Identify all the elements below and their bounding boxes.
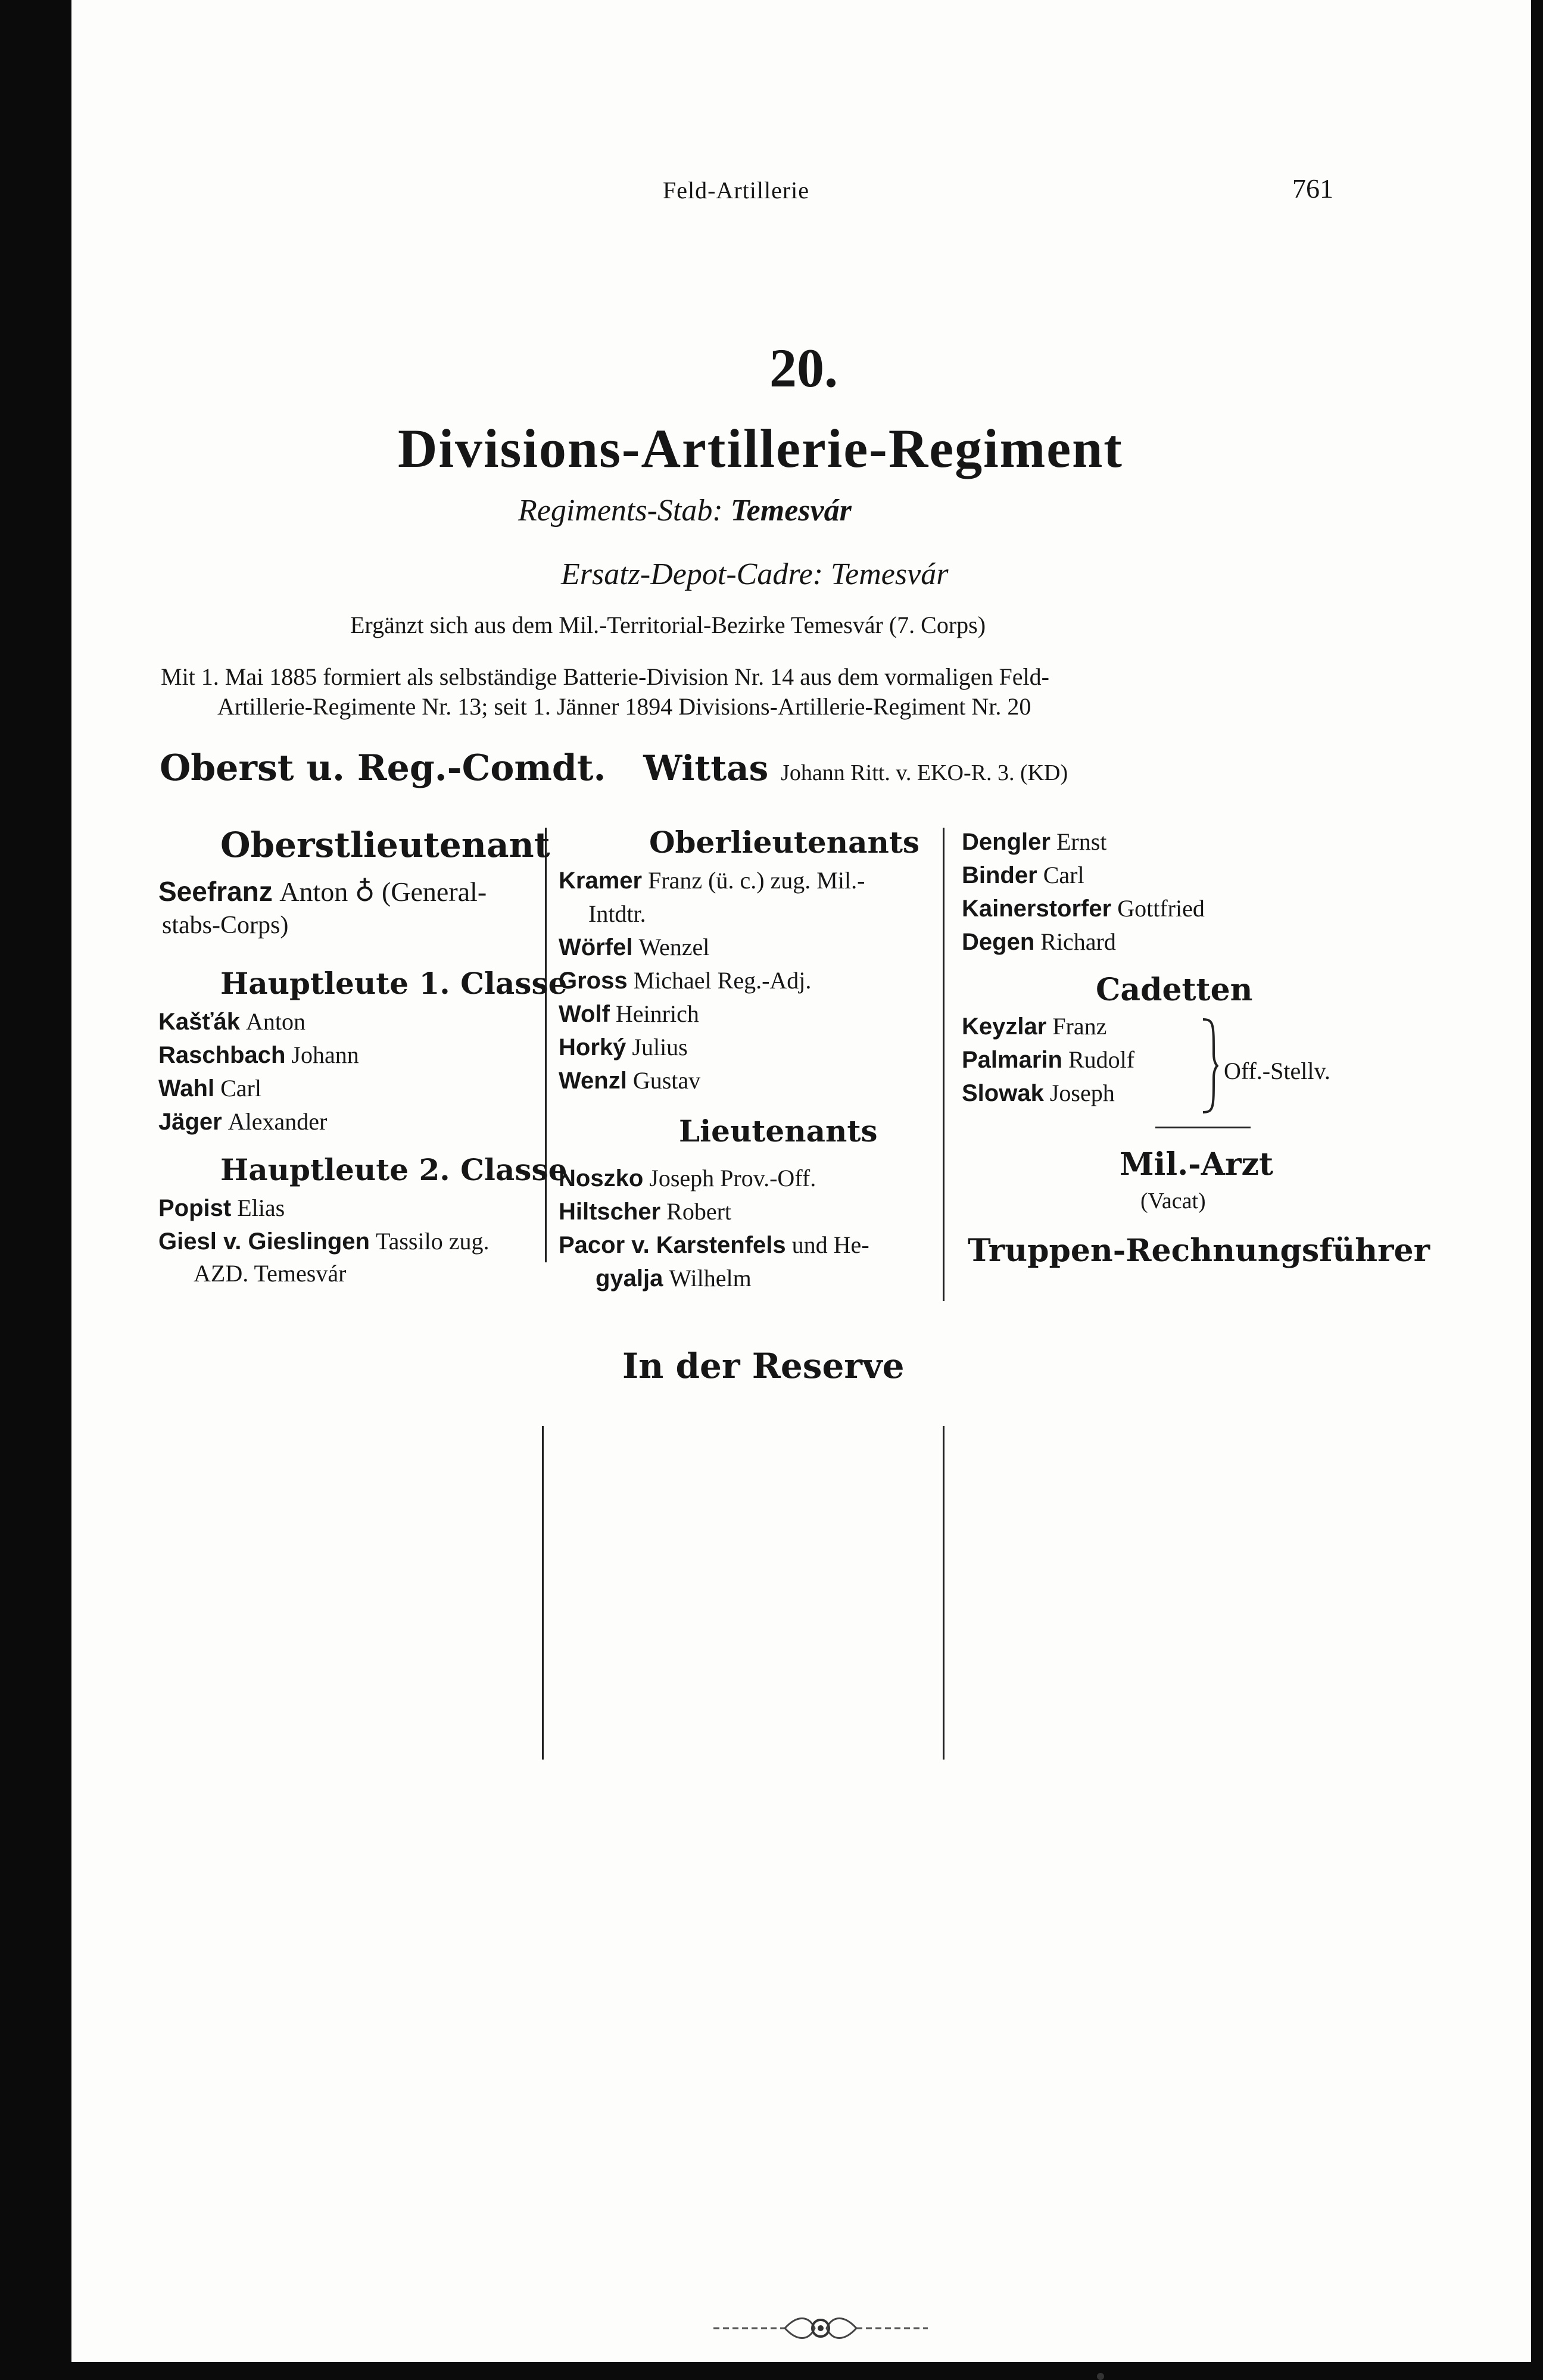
depot-label: Ersatz-Depot-Cadre:: [561, 557, 824, 591]
first-lieutenant-entry: [559, 1033, 688, 1061]
column-divider: [943, 828, 944, 1301]
given-name: Anton ♁ (General-: [279, 876, 487, 907]
given-name: Franz (ü. c.) zug. Mil.-: [648, 867, 865, 894]
commander-surname: Wittas: [643, 748, 769, 788]
given-name: Joseph: [1049, 1080, 1115, 1106]
first-lieutenant-entry: [559, 933, 709, 961]
captain-1st-class-entry: [158, 1041, 359, 1069]
given-name: Carl: [220, 1075, 261, 1102]
surname: Keyzlar: [962, 1013, 1047, 1040]
depot-cadre-line: [561, 557, 948, 592]
lieutenant-entry: [596, 1264, 752, 1292]
cadet-entry: [962, 1012, 1106, 1040]
running-head: Feld-Artillerie: [663, 177, 810, 204]
section-rule: [1155, 1127, 1251, 1128]
captain-2nd-class-entry: [158, 1227, 489, 1255]
given-name: Carl: [1043, 862, 1084, 888]
surname: Degen: [962, 929, 1035, 955]
column-divider: [542, 1426, 544, 1760]
depot-place: Temesvár: [831, 557, 949, 591]
commander-rank: Oberst u. Reg.-Comdt.: [160, 747, 606, 789]
given-name: Tassilo zug.: [375, 1228, 490, 1255]
officer-entry: [962, 861, 1084, 889]
lieutenant-entry: [559, 1197, 731, 1225]
regiment-title: Divisions-Artillerie-Regiment: [398, 418, 1123, 479]
given-name: Julius: [632, 1034, 688, 1060]
oberlieutenants-heading: Oberlieutenants: [649, 825, 920, 860]
captain-1st-class-entry: [158, 1108, 327, 1136]
given-name: Rudolf: [1068, 1046, 1135, 1073]
surname: Giesl v. Gieslingen: [158, 1228, 370, 1255]
surname: gyalja: [596, 1265, 663, 1292]
first-lieutenant-entry: [588, 900, 646, 928]
book-page: [71, 0, 1531, 2362]
ornament-divider: [713, 2310, 928, 2346]
regiment-history: [161, 662, 1411, 722]
cadets-brace: [1202, 1018, 1218, 1113]
oberstleutnant-entry: [158, 875, 487, 907]
surname: Jäger: [158, 1109, 222, 1135]
oberstleutnant-continuation: stabs-Corps): [162, 912, 289, 939]
given-name: Johann: [291, 1041, 359, 1068]
captain-2nd-class-entry: [158, 1194, 285, 1222]
military-doctor-value: (Vacat): [1140, 1189, 1206, 1214]
surname: Kašťák: [158, 1009, 241, 1035]
given-name: Wilhelm: [669, 1265, 752, 1292]
surname: Slowak: [962, 1080, 1044, 1106]
surname: Palmarin: [962, 1047, 1062, 1073]
surname: Kainerstorfer: [962, 896, 1112, 922]
staff-place: Temesvár: [730, 494, 852, 528]
ink-spot: [1097, 2373, 1104, 2380]
commander-details: Johann Ritt. v. EKO-R. 3. (KD): [781, 760, 1068, 785]
first-lieutenant-entry: [559, 966, 811, 994]
column-divider: [943, 1426, 944, 1760]
surname: Wolf: [559, 1001, 610, 1027]
cadet-entry: [962, 1079, 1115, 1107]
captain-continuation: AZD. Temesvár: [194, 1260, 347, 1287]
cadets-heading: Cadetten: [1096, 972, 1253, 1008]
accountant-heading: Truppen-Rechnungsführer: [968, 1233, 1430, 1269]
officer-entry: [962, 894, 1205, 922]
given-name: Michael Reg.-Adj.: [633, 967, 812, 994]
first-lieutenant-entry: [559, 1066, 700, 1094]
regiment-number: 20.: [769, 338, 838, 398]
surname: Kramer: [559, 868, 643, 894]
given-name: Gustav: [632, 1067, 701, 1094]
surname: Popist: [158, 1195, 232, 1221]
military-doctor-heading: Mil.-Arzt: [1120, 1146, 1274, 1183]
regiment-staff-line: [518, 493, 852, 528]
given-name: Alexander: [227, 1108, 328, 1135]
officer-entry: [962, 928, 1116, 956]
given-name: Robert: [666, 1198, 732, 1225]
given-name: Richard: [1040, 928, 1116, 955]
surname: Wahl: [158, 1075, 215, 1102]
surname: Pacor v. Karstenfels: [559, 1232, 786, 1258]
oberstleutnant-heading: Oberstlieutenant: [220, 825, 550, 865]
captain-1st-class-entry: [158, 1007, 306, 1035]
surname: Noszko: [559, 1165, 644, 1191]
given-name: Joseph Prov.-Off.: [649, 1165, 816, 1191]
surname: Horký: [559, 1034, 626, 1060]
history-line-1: Mit 1. Mai 1885 formiert als selbständige Batterie-Division Nr. 14 aus dem vormaligen Feld-: [161, 663, 1049, 690]
history-line-2: Artillerie-Regimente Nr. 13; seit 1. Jänner 1894 Divisions-Artillerie-Regiment Nr. 20: [217, 693, 1031, 720]
page-number: 761: [1292, 173, 1333, 204]
column-divider: [545, 828, 547, 1262]
lieutenants-heading: Lieutenants: [679, 1113, 878, 1149]
lieutenant-entry: [559, 1231, 869, 1259]
surname: Seefranz: [158, 876, 273, 907]
cadets-note: Off.-Stellv.: [1224, 1058, 1330, 1084]
surname: Raschbach: [158, 1042, 286, 1068]
surname: Gross: [559, 968, 628, 994]
captain-1st-class-entry: [158, 1074, 261, 1102]
hauptleute-1-heading: Hauptleute 1. Classe: [220, 966, 568, 1001]
surname: Wörfel: [559, 934, 633, 960]
cadet-entry: [962, 1046, 1134, 1074]
surname: Binder: [962, 862, 1037, 888]
surname: Dengler: [962, 829, 1051, 855]
given-name: Elias: [237, 1194, 285, 1221]
given-name: und He-: [791, 1231, 869, 1258]
hauptleute-2-heading: Hauptleute 2. Classe: [220, 1152, 568, 1187]
commander-line: [160, 747, 1068, 789]
surname: Wenzl: [559, 1068, 627, 1094]
given-name: Ernst: [1056, 828, 1107, 855]
staff-label: Regiments-Stab:: [518, 494, 723, 528]
given-name: Intdtr.: [588, 900, 646, 927]
surname: Hiltscher: [559, 1199, 661, 1225]
reserve-heading: In der Reserve: [622, 1346, 905, 1386]
first-lieutenant-entry: [559, 866, 865, 894]
given-name: Wenzel: [638, 934, 710, 960]
given-name: Franz: [1052, 1013, 1107, 1040]
lieutenant-entry: [559, 1164, 816, 1192]
first-lieutenant-entry: [559, 1000, 699, 1028]
recruitment-district: Ergänzt sich aus dem Mil.-Territorial-Bezirke Temesvár (7. Corps): [350, 612, 986, 638]
given-name: Heinrich: [615, 1000, 699, 1027]
given-name: Gottfried: [1117, 895, 1205, 922]
officer-entry: [962, 828, 1106, 856]
given-name: Anton: [246, 1008, 306, 1035]
